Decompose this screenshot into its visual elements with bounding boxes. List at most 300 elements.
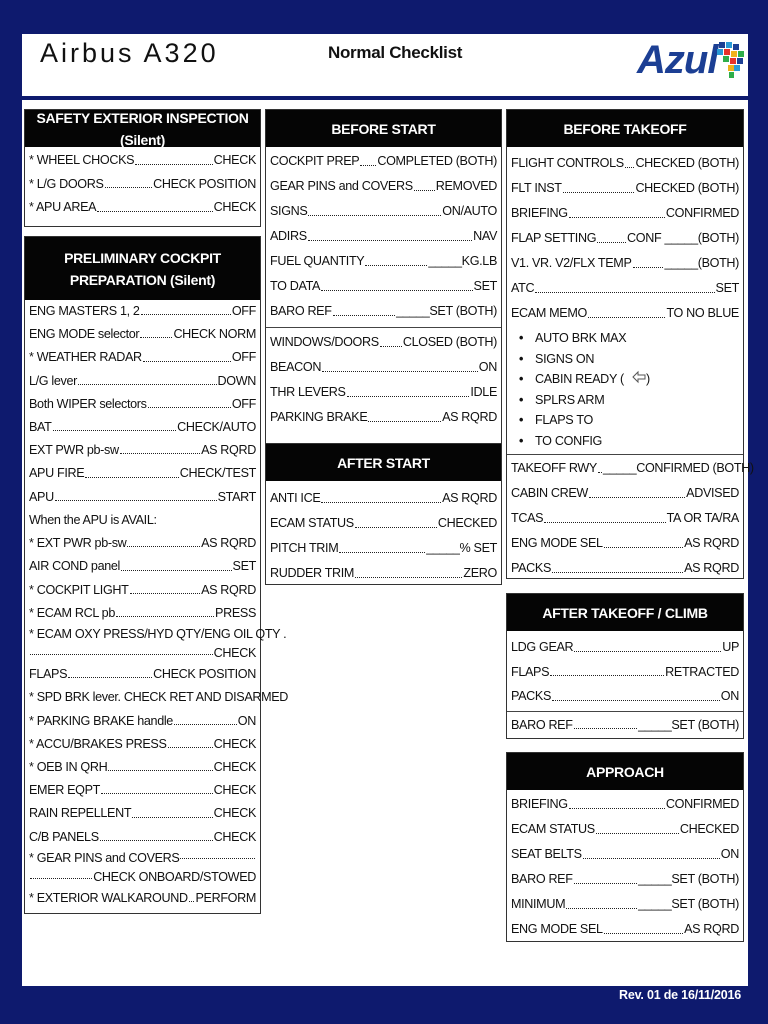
item-value: ADVISED xyxy=(686,486,739,500)
leader-dots xyxy=(140,323,172,338)
panel-after-start xyxy=(265,443,502,585)
item-value: _____SET (BOTH) xyxy=(638,897,739,911)
item-value: NAV xyxy=(473,229,497,243)
item-label: C/B PANELS xyxy=(29,829,99,844)
checklist-item xyxy=(25,756,260,779)
leader-dots xyxy=(574,867,638,884)
leader-dots xyxy=(574,713,638,730)
panel-approach xyxy=(506,752,744,942)
item-value: REMOVED xyxy=(435,179,497,193)
checklist-item xyxy=(25,173,260,197)
item-value: CHECK POSITION xyxy=(153,176,256,191)
checklist-item xyxy=(507,817,743,842)
checklist-item xyxy=(25,486,260,509)
item-label: BARO REF xyxy=(511,872,573,886)
bullet-icon: • xyxy=(519,351,524,366)
leader-dots xyxy=(322,355,478,372)
leader-dots xyxy=(55,486,217,501)
checklist-items xyxy=(25,710,260,849)
item-label: BAT xyxy=(29,419,52,434)
item-value: CHECKED (BOTH) xyxy=(635,181,739,195)
revision-footer: Rev. 01 de 16/11/2016 xyxy=(619,988,742,1002)
leader-dots xyxy=(588,301,666,318)
checklist-item xyxy=(25,849,260,867)
checklist-item xyxy=(507,556,743,581)
leader-dots xyxy=(168,733,213,748)
panel-title: SAFETY EXTERIOR INSPECTION (Silent) xyxy=(25,110,260,147)
memo-label: FLAPS TO xyxy=(535,413,594,427)
ecam-oxy-label: * ECAM OXY PRESS/HYD QTY/ENG OIL QTY . xyxy=(29,626,287,641)
logo-text: Azul xyxy=(637,38,718,82)
item-value: CHECKED xyxy=(679,822,739,836)
leader-dots xyxy=(414,174,435,191)
checklist-item xyxy=(25,439,260,462)
checklist-item xyxy=(25,416,260,439)
leader-dots xyxy=(633,251,664,268)
item-value: DOWN xyxy=(217,373,256,388)
checklist-item xyxy=(25,346,260,369)
checklist-item xyxy=(25,579,260,602)
item-label: THR LEVERS xyxy=(270,385,346,399)
leader-dots xyxy=(97,196,212,212)
leader-dots xyxy=(380,330,402,347)
leader-dots xyxy=(189,887,195,903)
item-value: CHECKED (BOTH) xyxy=(635,156,739,170)
item-value: PRESS xyxy=(215,605,256,620)
checklist-item xyxy=(266,299,501,324)
item-label: SEAT BELTS xyxy=(511,847,582,861)
checklist-item xyxy=(507,251,743,276)
checklist-item xyxy=(266,224,501,249)
apu-note: When the APU is AVAIL: xyxy=(29,512,157,527)
leader-dots xyxy=(130,579,201,594)
item-value: AS RQRD xyxy=(201,536,256,551)
checklist-items xyxy=(25,147,260,220)
item-label: COCKPIT PREP xyxy=(270,154,360,168)
ecam-memo-item xyxy=(507,349,743,370)
panel-title-line1: PRELIMINARY COCKPIT xyxy=(64,249,221,266)
checklist-item xyxy=(266,249,501,274)
checklist-item xyxy=(25,826,260,849)
leader-dots xyxy=(550,660,664,677)
item-value: SET xyxy=(715,281,739,295)
checklist-item xyxy=(266,380,501,405)
item-label: FLAPS xyxy=(29,666,68,681)
item-label: APU xyxy=(29,489,54,504)
checklist-item xyxy=(507,713,743,738)
item-label: BARO REF xyxy=(511,717,573,732)
checklist-item xyxy=(507,842,743,867)
checklist-item xyxy=(25,196,260,220)
item-value: CONFIRMED xyxy=(665,797,739,811)
brazil-map-icon xyxy=(715,40,749,80)
panel-title: BEFORE START xyxy=(266,110,501,147)
checklist-item xyxy=(25,149,260,173)
panel-after-takeoff xyxy=(506,593,744,739)
checklist-item xyxy=(25,887,260,911)
close-paren: ) xyxy=(645,372,650,386)
checklist-item xyxy=(266,486,501,511)
panel-title: AFTER TAKEOFF / CLIMB xyxy=(507,594,743,631)
leader-dots xyxy=(135,149,212,165)
leader-dots xyxy=(574,635,721,652)
leader-dots xyxy=(563,176,635,193)
checklist-item xyxy=(25,663,260,686)
leader-dots xyxy=(85,462,178,477)
checklist-item xyxy=(507,506,743,531)
item-value: TA OR TA/RA xyxy=(666,511,739,525)
leader-dots xyxy=(347,380,470,397)
leader-dots xyxy=(339,536,425,553)
item-value: ON xyxy=(478,360,497,374)
item-label: BRIEFING xyxy=(511,206,568,220)
item-value: CLOSED (BOTH) xyxy=(402,335,497,349)
item-label: PITCH TRIM xyxy=(270,541,339,555)
item-label: RAIN REPELLENT xyxy=(29,806,132,821)
leader-dots xyxy=(141,300,231,315)
item-label: PACKS xyxy=(511,689,552,703)
item-value: CHECK NORM xyxy=(173,327,256,342)
checklist-item xyxy=(507,176,743,201)
memo-label: TO CONFIG xyxy=(535,433,603,448)
item-value: OFF xyxy=(231,396,256,411)
leader-dots xyxy=(544,506,665,523)
checklist-items xyxy=(507,712,743,738)
item-label: ANTI ICE xyxy=(270,491,321,505)
checklist-item xyxy=(25,643,260,663)
ecam-memo-list xyxy=(507,326,743,454)
checklist-item xyxy=(507,276,743,301)
item-label: * ECAM RCL pb xyxy=(29,605,115,620)
checklist-item xyxy=(25,393,260,416)
leader-dots xyxy=(597,226,626,243)
spd-brk-item: * SPD BRK lever. CHECK RET AND DISARMED xyxy=(29,690,289,705)
item-label: ENG MODE SEL xyxy=(511,922,603,936)
leader-dots xyxy=(355,511,437,528)
checklist-items xyxy=(25,532,260,625)
checklist-items xyxy=(266,481,501,586)
item-value: CHECK POSITION xyxy=(153,666,256,681)
leader-dots xyxy=(100,826,213,841)
checklist-item xyxy=(507,892,743,917)
leader-dots xyxy=(30,867,92,879)
checklist-items xyxy=(507,147,743,326)
item-label: EMER EQPT xyxy=(29,783,101,798)
item-value: PERFORM xyxy=(195,890,256,905)
leader-dots xyxy=(78,370,217,385)
bullet-icon: • xyxy=(519,331,524,345)
item-value: AS RQRD xyxy=(442,491,497,505)
item-value: AS RQRD xyxy=(684,536,739,550)
item-value: AS RQRD xyxy=(442,410,497,424)
leader-dots xyxy=(368,405,441,422)
checklist-item xyxy=(266,511,501,536)
leader-dots xyxy=(569,201,665,218)
checklist-item xyxy=(507,917,743,942)
leader-dots xyxy=(360,149,376,166)
leader-dots xyxy=(132,802,212,817)
header-divider xyxy=(22,96,748,100)
checklist-item xyxy=(266,536,501,561)
checklist-item xyxy=(25,370,260,393)
leader-dots xyxy=(174,710,237,725)
item-value: _____CONFIRMED (BOTH) xyxy=(602,461,754,475)
memo-label: AUTO BRK MAX xyxy=(535,331,627,345)
item-value: CONFIRMED xyxy=(665,206,739,220)
item-label: BARO REF xyxy=(270,304,332,318)
item-value: ZERO xyxy=(463,566,497,580)
ecam-memo-item xyxy=(507,369,743,390)
item-value: SET xyxy=(232,559,256,574)
checklist-item xyxy=(507,531,743,556)
item-value: ON/AUTO xyxy=(442,204,497,218)
memo-label: CABIN READY ( xyxy=(535,372,624,386)
item-value: ON xyxy=(237,713,256,728)
checklist-item xyxy=(25,867,260,887)
item-label: * EXTERIOR WALKAROUND xyxy=(29,890,188,905)
cursor-icon xyxy=(632,369,646,390)
ecam-memo-item xyxy=(507,390,743,411)
item-label: * GEAR PINS and COVERS xyxy=(29,850,180,865)
leader-dots xyxy=(121,555,232,570)
checklist-item xyxy=(266,149,501,174)
item-value: AS RQRD xyxy=(201,443,256,458)
item-label: * PARKING BRAKE handle xyxy=(29,713,173,728)
checklist-item xyxy=(507,684,743,709)
azul-logo xyxy=(637,38,747,90)
item-value: CHECKED xyxy=(437,516,497,530)
item-label: * COCKPIT LIGHT xyxy=(29,582,129,597)
item-label: * WEATHER RADAR xyxy=(29,350,142,365)
panel-title-line2: PREPARATION (Silent) xyxy=(69,271,216,288)
leader-dots xyxy=(68,663,152,678)
leader-dots xyxy=(127,532,200,547)
item-value: TO NO BLUE xyxy=(666,306,739,320)
item-value: CHECK xyxy=(213,153,256,167)
leader-dots xyxy=(108,756,212,771)
item-value: CHECK xyxy=(213,829,256,844)
leader-dots xyxy=(148,393,231,408)
checklist-item xyxy=(266,199,501,224)
checklist-items xyxy=(507,790,743,942)
ecam-memo-item xyxy=(507,431,743,452)
item-value: CHECK/TEST xyxy=(179,466,256,481)
leader-dots xyxy=(552,556,683,573)
item-label: PARKING BRAKE xyxy=(270,410,368,424)
leader-dots xyxy=(30,643,213,655)
item-label: ECAM MEMO xyxy=(511,306,587,320)
checklist-item xyxy=(507,226,743,251)
checklist-sheet xyxy=(22,34,754,986)
checklist-item xyxy=(25,602,260,625)
leader-dots xyxy=(333,299,396,316)
leader-dots xyxy=(566,892,637,909)
bullet-icon: • xyxy=(519,372,524,386)
item-label: FUEL QUANTITY xyxy=(270,254,365,268)
item-label: ENG MODE SEL xyxy=(511,536,603,550)
item-label: TCAS xyxy=(511,511,544,525)
memo-label: SPLRS ARM xyxy=(535,392,605,407)
leader-dots xyxy=(535,276,714,293)
checklist-items xyxy=(25,300,260,509)
checklist-item xyxy=(266,274,501,299)
leader-dots xyxy=(596,817,679,834)
item-label: ATC xyxy=(511,281,535,295)
item-value: IDLE xyxy=(470,385,497,399)
checklist-item xyxy=(507,301,743,326)
leader-dots xyxy=(589,481,685,498)
item-label: L/G lever xyxy=(29,373,77,388)
item-label: PACKS xyxy=(511,561,552,575)
leader-dots xyxy=(143,346,231,361)
item-value: CHECK xyxy=(213,645,256,660)
panel-title: AFTER START xyxy=(266,444,501,481)
item-label: SIGNS xyxy=(270,204,308,218)
checklist-item xyxy=(507,201,743,226)
leader-dots xyxy=(116,602,214,617)
item-value: _____KG.LB xyxy=(428,254,497,268)
checklist-item xyxy=(266,355,501,380)
item-value: AS RQRD xyxy=(684,922,739,936)
checklist-item xyxy=(266,174,501,199)
item-label: GEAR PINS and COVERS xyxy=(270,179,413,193)
ecam-memo-item xyxy=(507,328,743,349)
panel-title: APPROACH xyxy=(507,753,743,790)
item-label: ECAM STATUS xyxy=(270,516,354,530)
checklist-item xyxy=(25,532,260,555)
leader-dots xyxy=(53,416,177,431)
item-value: _____(BOTH) xyxy=(664,256,739,270)
item-value: CHECK xyxy=(213,783,256,798)
item-value: _____% SET xyxy=(426,541,497,555)
item-value: CHECK xyxy=(213,760,256,774)
item-label: LDG GEAR xyxy=(511,640,574,654)
item-label: Both WIPER selectors xyxy=(29,396,147,411)
item-value: OFF xyxy=(231,350,256,365)
item-label: WINDOWS/DOORS xyxy=(270,335,379,349)
checklist-item xyxy=(507,867,743,892)
leader-dots xyxy=(120,439,200,454)
leader-dots xyxy=(355,561,462,578)
item-label: FLIGHT CONTROLS xyxy=(511,156,624,170)
item-value: ON xyxy=(720,689,739,703)
checklist-item xyxy=(25,710,260,733)
leader-dots xyxy=(321,274,473,291)
leader-dots xyxy=(625,151,635,168)
item-label: * ACCU/BRAKES PRESS xyxy=(29,736,167,751)
checklist-item xyxy=(507,635,743,660)
leader-dots xyxy=(598,456,602,473)
checklist-item xyxy=(507,151,743,176)
checklist-item xyxy=(25,462,260,485)
checklist-item xyxy=(507,660,743,685)
leader-dots xyxy=(180,849,255,859)
item-label: EXT PWR pb-sw xyxy=(29,443,119,458)
item-label: FLT INST xyxy=(511,181,562,195)
checklist-items xyxy=(507,455,754,581)
item-label: TAKEOFF RWY xyxy=(511,461,597,475)
leader-dots xyxy=(569,792,665,809)
item-value: CONF _____(BOTH) xyxy=(627,231,739,245)
checklist-items xyxy=(25,663,260,686)
item-label: RUDDER TRIM xyxy=(270,566,355,580)
item-label: FLAP SETTING xyxy=(511,231,597,245)
item-value: RETRACTED xyxy=(665,664,739,679)
item-label: * OEB IN QRH xyxy=(29,760,108,774)
item-label: * WHEEL CHOCKS xyxy=(29,153,135,167)
item-label: * L/G DOORS xyxy=(29,176,104,191)
item-label: MINIMUM xyxy=(511,897,566,911)
item-label: APU FIRE xyxy=(29,466,85,481)
item-value: SET xyxy=(473,279,497,293)
checklist-item xyxy=(25,733,260,756)
leader-dots xyxy=(583,842,720,859)
checklist-item xyxy=(507,456,754,481)
item-value: ON xyxy=(720,847,739,861)
item-label: BRIEFING xyxy=(511,797,568,811)
item-label: * APU AREA xyxy=(29,200,97,214)
item-label: AIR COND panel xyxy=(29,559,120,574)
item-label: ENG MASTERS 1, 2 xyxy=(29,304,140,318)
header xyxy=(22,34,748,96)
item-value: _____SET (BOTH) xyxy=(638,872,739,886)
leader-dots xyxy=(365,249,427,266)
item-value: AS RQRD xyxy=(684,561,739,575)
item-value: _____SET (BOTH) xyxy=(396,304,497,318)
leader-dots xyxy=(604,917,683,934)
item-label: CABIN CREW xyxy=(511,486,588,500)
item-value: COMPLETED (BOTH) xyxy=(377,154,497,168)
item-value: _____SET (BOTH) xyxy=(638,717,739,732)
item-value: AS RQRD xyxy=(201,582,256,597)
panel-before-takeoff xyxy=(506,109,754,579)
item-value: CHECK xyxy=(213,806,256,821)
checklist-item xyxy=(25,555,260,578)
checklist-subtitle: Normal Checklist xyxy=(328,43,463,62)
item-label: * EXT PWR pb-sw xyxy=(29,536,127,551)
leader-dots xyxy=(105,173,153,189)
item-value: CHECK xyxy=(213,200,256,214)
item-label: V1. VR. V2/FLX TEMP xyxy=(511,256,632,270)
leader-dots xyxy=(101,779,213,794)
checklist-item xyxy=(25,779,260,802)
panel-before-start xyxy=(265,109,502,458)
item-label: ADIRS xyxy=(270,229,307,243)
checklist-item xyxy=(25,300,260,323)
checklist-item xyxy=(266,561,501,586)
leader-dots xyxy=(321,486,441,503)
leader-dots xyxy=(604,531,683,548)
checklist-item xyxy=(266,330,501,355)
item-label: BEACON xyxy=(270,360,322,374)
bullet-icon: • xyxy=(519,433,524,448)
item-value: OFF xyxy=(231,304,256,318)
ecam-memo-item xyxy=(507,410,743,431)
item-value: CHECK ONBOARD/STOWED xyxy=(93,869,256,884)
panel-preliminary xyxy=(24,236,289,914)
checklist-items xyxy=(266,147,501,324)
checklist-item xyxy=(25,802,260,825)
checklist-item xyxy=(266,405,501,430)
checklist-items xyxy=(507,631,743,709)
checklist-item xyxy=(507,792,743,817)
checklist-items xyxy=(266,328,501,430)
item-value: CHECK xyxy=(213,736,256,751)
item-value: CHECK/AUTO xyxy=(177,419,256,434)
bullet-icon: • xyxy=(519,392,524,407)
item-value: UP xyxy=(722,640,739,654)
item-label: ECAM STATUS xyxy=(511,822,595,836)
